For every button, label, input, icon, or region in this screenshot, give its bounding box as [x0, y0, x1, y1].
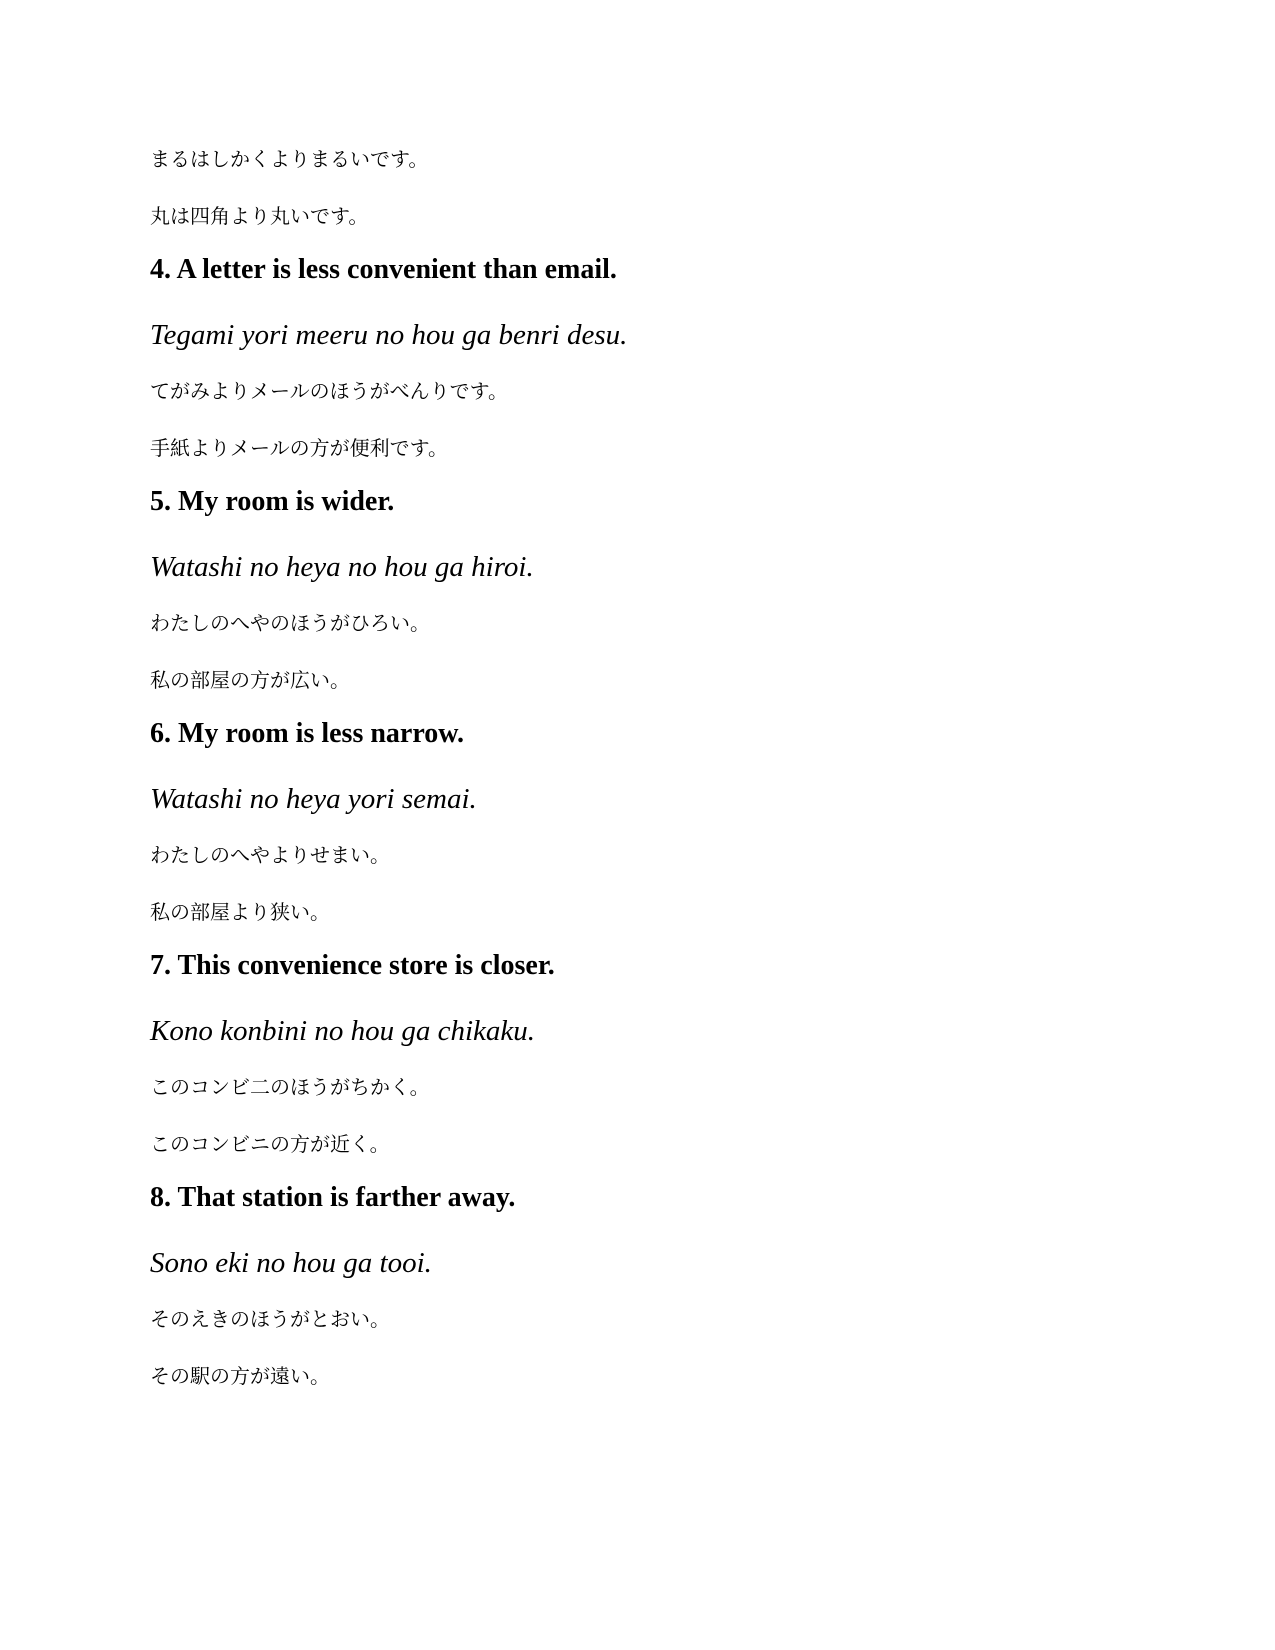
kana-sentence: わたしのへやよりせまい。: [150, 843, 390, 867]
romaji-sentence: Watashi no heya no hou ga hiroi.: [150, 551, 534, 583]
english-heading: 5. My room is wider.: [150, 486, 395, 517]
kanji-sentence: その駅の方が遠い。: [150, 1364, 330, 1388]
romaji-sentence: Tegami yori meeru no hou ga benri desu.: [150, 319, 628, 351]
lead-example: [150, 144, 1150, 231]
kanji-sentence: 私の部屋の方が広い。: [150, 668, 350, 692]
kana-sentence: そのえきのほうがとおい。: [150, 1307, 390, 1331]
english-heading: 7. This convenience store is closer.: [150, 950, 555, 981]
kana-sentence: このコンビ二のほうがちかく。: [150, 1075, 430, 1099]
kana-sentence: わたしのへやのほうがひろい。: [150, 611, 430, 635]
romaji-sentence: Sono eki no hou ga tooi.: [150, 1247, 432, 1279]
example-item-5: [150, 484, 1150, 695]
document-page: [150, 144, 1150, 1412]
example-item-8: [150, 1180, 1150, 1391]
kana-sentence: まるはしかくよりまるいです。: [150, 147, 429, 171]
english-heading: 8. That station is farther away.: [150, 1182, 516, 1213]
kana-sentence: てがみよりメールのほうがべんりです。: [150, 379, 508, 403]
romaji-sentence: Watashi no heya yori semai.: [150, 783, 477, 815]
example-item-7: [150, 948, 1150, 1159]
english-heading: 6. My room is less narrow.: [150, 718, 464, 749]
english-heading: 4. A letter is less convenient than email.: [150, 254, 617, 285]
kanji-sentence: 丸は四角より丸いです。: [150, 204, 369, 228]
example-item-4: [150, 252, 1150, 463]
kanji-sentence: 私の部屋より狭い。: [150, 900, 330, 924]
example-item-6: [150, 716, 1150, 927]
kanji-sentence: 手紙よりメールの方が便利です。: [150, 436, 448, 460]
romaji-sentence: Kono konbini no hou ga chikaku.: [150, 1015, 536, 1047]
kanji-sentence: このコンビニの方が近く。: [150, 1132, 390, 1156]
